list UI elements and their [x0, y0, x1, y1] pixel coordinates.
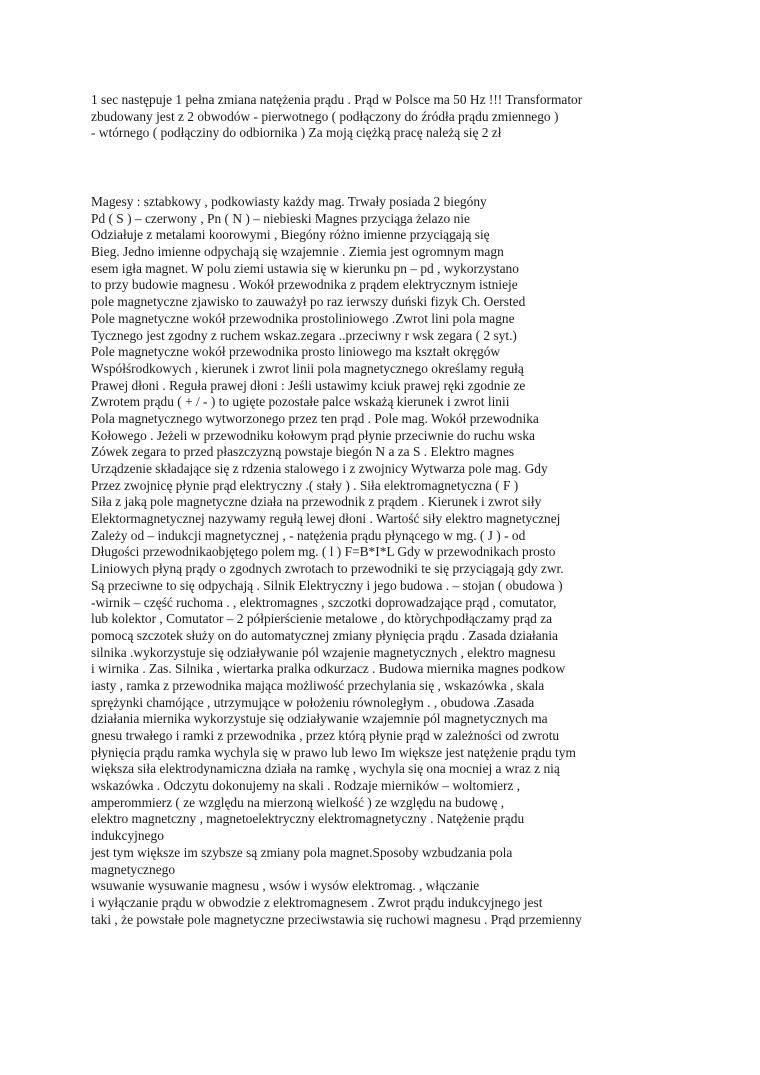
text-line: magnetycznego: [91, 861, 176, 877]
text-line: płynięcia prądu ramka wychyla się w prawo lub lewo Im większe jest natężenie prądu tym: [91, 744, 576, 760]
paragraph-magnets: [91, 194, 701, 928]
text-line: Elektormagnetycznej nazywamy regułą lewej dłoni . Wartość siły elektro magnetycznej: [91, 511, 561, 527]
text-line: Pola magnetycznego wytworzonego przez ten prąd . Pole mag. Wokół przewodnika: [91, 410, 539, 426]
text-line: Magesy : sztabkowy , podkowiasty każdy mag. Trwały posiada 2 biegóny: [91, 194, 487, 209]
text-line: i wirnika . Zas. Silnika , wiertarka pralka odkurzacz . Budowa miernika magnes podkow: [91, 661, 566, 677]
text-line: i wyłączanie prądu w obwodzie z elektromagnesem . Zwrot prądu indukcyjnego jest: [91, 894, 543, 910]
text-line: Przez zwojnicę płynie prąd elektryczny .( stały ) . Siła elektromagnetyczna ( F ): [91, 477, 519, 493]
text-line: Prawej dłoni . Reguła prawej dłoni : Jeśli ustawimy kciuk prawej ręki zgodnie ze: [91, 377, 526, 393]
text-line: silnika .wykorzystuje się odziaływanie pól wzajenie magnetycznych , elektro magnesu: [91, 644, 556, 660]
text-line: Liniowych płyną prądy o zgodnych zwrotach to przewodniki te się przyciągają gdy zwr.: [91, 561, 564, 577]
text-line: Odziałuje z metalami koorowymi , Biegóny różno imienne przyciągają się: [91, 227, 490, 243]
text-line: Zwrotem prądu ( + / - ) to ugięte pozostałe palce wskażą kierunek i zwrot linii: [91, 394, 510, 410]
text-line: to przy budowie magnesu . Wokół przewodnika z prądem elektrycznym istnieje: [91, 277, 518, 293]
text-line: zbudowany jest z 2 obwodów - pierwotnego ( podłączony do źródła prądu zmiennego ): [91, 108, 559, 124]
text-line: Zależy od – indukcji magnetycznej , - natężenia prądu płynącego w mg. ( J ) - od: [91, 527, 526, 543]
text-line: wsuwanie wysuwanie magnesu , wsów i wysów elektromag. , włączanie: [91, 878, 480, 894]
text-line: pole magnetyczne zjawisko to zauważył po raz ierwszy duński fizyk Ch. Oersted: [91, 294, 526, 310]
text-line: Tycznego jest zgodny z ruchem wskaz.zegara ..przeciwny r wsk zegara ( 2 syt.): [91, 327, 517, 343]
text-line: - wtórnego ( podłącziny do odbiornika ) Za moją ciężką pracę należą się 2 zł: [91, 125, 502, 141]
text-line: Współśrodkowych , kierunek i zwrot linii pola magnetycznego określamy regułą: [91, 360, 524, 376]
text-line: Długości przewodnikaobjętego polem mg. ( l ) F=B*I*L Gdy w przewodnikach prosto: [91, 544, 556, 560]
text-line: iasty , ramka z przewodnika mająca możliwość przechylania się , wskazówka , skala: [91, 677, 545, 693]
text-line: taki , że powstałe pole magnetyczne przeciwstawia się ruchowi magnesu . Prąd przemienny: [91, 911, 582, 927]
text-line: Są przeciwne to się odpychają . Silnik Elektryczny i jego budowa . – stojan ( obudowa ): [91, 577, 563, 593]
text-line: Pd ( S ) – czerwony , Pn ( N ) – niebieski Magnes przyciąga żelazo nie: [91, 210, 470, 226]
text-line: działania miernika wykorzystuje się odziaływanie wzajemnie pól magnetycznych ma: [91, 711, 548, 727]
text-line: Pole magnetyczne wokół przewodnika prostoliniowego .Zwrot lini pola magne: [91, 310, 515, 326]
paragraph-transformer: [91, 92, 701, 142]
text-line: pomocą szczotek służy on do automatycznej zmiany płynięcia prądu . Zasada działania: [91, 627, 558, 643]
text-line: gnesu trwałego i ramki z przewodnika , przez którą płynie prąd w zależności od zwrotu: [91, 728, 560, 743]
text-line: elektro magnetczny , magnetoelektryczny elektromagnetyczny . Natężenie prądu: [91, 811, 525, 827]
text-line: esem igła magnet. W polu ziemi ustawia się w kierunku pn – pd , wykorzystano: [91, 260, 519, 276]
text-line: jest tym większe im szybsze są zmiany pola magnet.Sposoby wzbudzania pola: [91, 844, 513, 860]
text-line: Bieg. Jedno imienne odpychają się wzajemnie . Ziemia jest ogromnym magn: [91, 244, 504, 260]
text-line: wskazówka . Odczytu dokonujemy na skali . Rodzaje mierników – woltomierz ,: [91, 778, 521, 794]
text-line: lub kolektor , Comutator – 2 półpierścienie metalowe , do ktòrychpodłączamy prąd za: [91, 611, 553, 627]
text-line: Pole magnetyczne wokół przewodnika prosto liniowego ma kształt okręgów: [91, 344, 501, 360]
text-line: Kołowego . Jeżeli w przewodniku kołowym prąd płynie przeciwnie do ruchu wska: [91, 427, 536, 443]
text-line: sprężynki chamójące , utrzymujące w położeniu równoległym . , obudowa .Zasada: [91, 694, 535, 710]
text-line: Siła z jaką pole magnetyczne działa na przewodnik z prądem . Kierunek i zwrot siły: [91, 494, 542, 510]
text-line: indukcyjnego: [91, 828, 164, 844]
text-line: Zówek zegara to przed płaszczyzną powstaje biegón N a za S . Elektro magnes: [91, 444, 515, 460]
text-line: większa siła elektrodynamiczna działa na ramkę , wychyla się ona mocniej a wraz z nią: [91, 761, 560, 777]
text-line: -wirnik – część ruchoma . , elektromagnes , szczotki doprowadzające prąd , comutator,: [91, 594, 557, 610]
text-line: amperommierz ( ze względu na mierzoną wielkość ) ze względu na budowę ,: [91, 794, 505, 810]
text-line: 1 sec następuje 1 pełna zmiana natężenia prądu . Prąd w Polsce ma 50 Hz !!! Transformator: [91, 92, 583, 107]
text-line: Urządzenie składające się z rdzenia stalowego i z zwojnicy Wytwarza pole mag. Gdy: [91, 461, 548, 476]
